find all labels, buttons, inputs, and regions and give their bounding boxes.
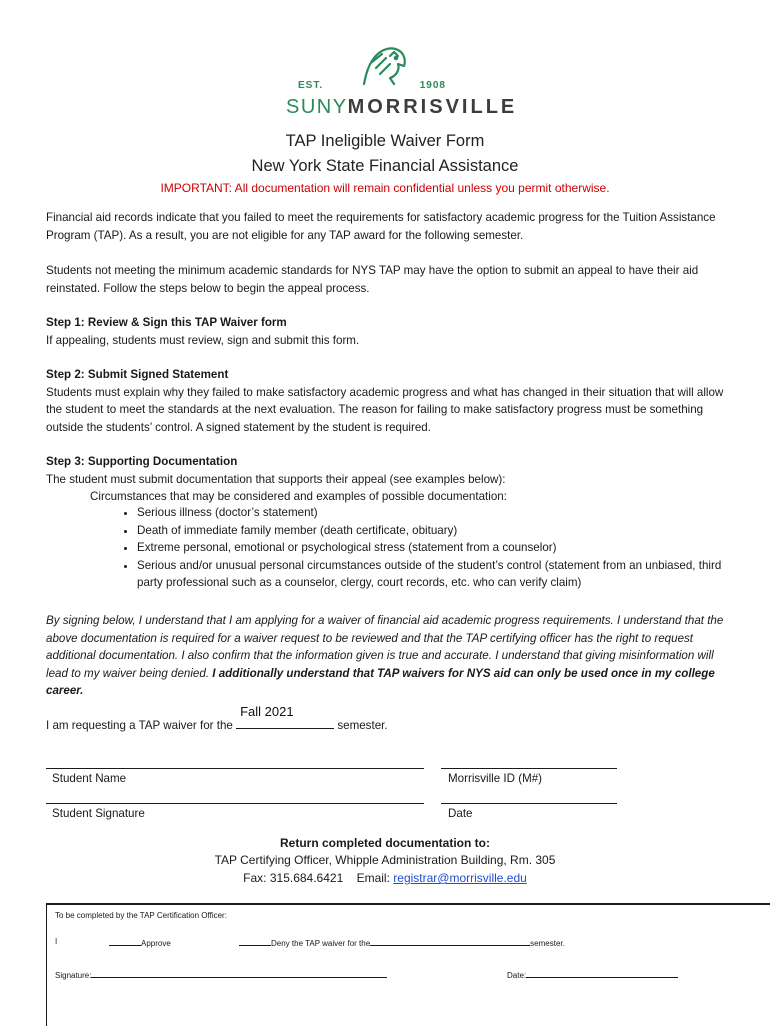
officer-date-line[interactable] [526, 969, 678, 978]
student-signature-line[interactable] [46, 803, 424, 804]
logo-morrisville-text: MORRISVILLE [347, 96, 518, 118]
logo-suny-text: SUNY [286, 96, 348, 118]
list-item: • Serious and/or unusual personal circumstances outside of the student’s control (statement from an unbiased, third party professional such as a counselor, clergy, court records, etc. who can verify claim) [137, 557, 747, 592]
return-heading: Return completed documentation to: [280, 836, 490, 850]
return-contact [0, 871, 770, 885]
logo-est-text: EST. [298, 80, 324, 91]
officer-date-label: Date: [507, 971, 527, 980]
list-item: • Serious illness (doctor’s statement) [137, 504, 747, 522]
return-address: TAP Certifying Officer, Whipple Administration Building, Rm. 305 [214, 853, 556, 867]
step-2-text: Students must explain why they failed to make satisfactory academic progress and what has changed in their situation that will allow the student to meet the standards at the next evaluation. The reason for failing to make satisfactory progress must be something outside the students’ control. A signed statement by the student is required. [46, 385, 724, 434]
deny-label: Deny the TAP waiver for the [271, 939, 371, 948]
step-2-heading: Step 2: Submit Signed Statement [46, 368, 229, 381]
officer-signature-label: Signature: [55, 971, 92, 980]
student-signature-label: Student Signature [52, 807, 145, 820]
deny-semester-blank[interactable] [370, 937, 530, 946]
deny-blank[interactable] [239, 937, 271, 946]
student-name-line[interactable] [46, 768, 424, 769]
agreement-bold-text: I additionally understand that TAP waivers for NYS aid can only be used once in my college career. [46, 666, 715, 697]
step-1-section [46, 314, 726, 349]
step-3-heading: Step 3: Supporting Documentation [46, 455, 238, 468]
email-link[interactable]: registrar@morrisville.edu [393, 871, 527, 885]
semester-field[interactable] [236, 704, 334, 729]
date-line[interactable] [441, 803, 617, 804]
request-text-after: semester. [334, 719, 388, 732]
agreement-statement [46, 612, 726, 700]
step-3-text: The student must submit documentation that supports their appeal (see examples below): [46, 472, 506, 486]
step-2-section [46, 366, 726, 436]
circumstances-list [104, 504, 747, 592]
intro-paragraph-1: Financial aid records indicate that you failed to meet the requirements for satisfactory academic progress for the Tuition Assistance Program (TAP). As a result, you are not eligible for any TAP award for the following semester. [46, 211, 716, 242]
officer-date [507, 969, 678, 980]
officer-signature [55, 969, 387, 980]
semester-label: semester. [530, 939, 565, 948]
date-label: Date [448, 807, 473, 820]
form-subtitle: New York State Financial Assistance [251, 157, 519, 175]
suny-morrisville-logo [286, 44, 518, 120]
step-1-text: If appealing, students must review, sign and submit this form. [46, 333, 360, 347]
confidentiality-notice: IMPORTANT: All documentation will remain confidential unless you permit otherwise. [160, 181, 610, 195]
morrisville-id-label: Morrisville ID (M#) [448, 772, 543, 785]
approve-label: Approve [141, 939, 171, 948]
step-3-section [46, 453, 726, 488]
step-1-heading: Step 1: Review & Sign this TAP Waiver form [46, 316, 287, 329]
logo-wordmark [286, 96, 517, 119]
semester-request [46, 704, 388, 732]
logo-year-text: 1908 [419, 80, 446, 91]
officer-signature-line[interactable] [91, 969, 387, 978]
officer-section [46, 903, 770, 1026]
list-item: • Death of immediate family member (death certificate, obituary) [137, 522, 747, 540]
approve-blank[interactable] [109, 937, 141, 946]
deny-option[interactable] [239, 937, 565, 948]
morrisville-id-line[interactable] [441, 768, 617, 769]
email-label: Email: [356, 871, 394, 885]
fax-number: Fax: 315.684.6421 [243, 871, 344, 885]
officer-i-label: I [55, 937, 58, 946]
officer-heading: To be completed by the TAP Certification Officer: [55, 911, 227, 920]
circumstances-intro: Circumstances that may be considered and examples of possible documentation: [90, 490, 507, 503]
agreement-text: By signing below, I understand that I am applying for a waiver of financial aid academic progress requirements. I understand that the above documentation is required for a waiver request to be reviewed and that the TAP certifying officer has the right to request additional documentation. I also confirm that the information given is true and accurate. I understand that giving misinformation will lead to my waiver being denied. [46, 614, 724, 680]
form-title: TAP Ineligible Waiver Form [285, 132, 485, 150]
approve-option[interactable] [109, 937, 171, 948]
list-item: • Extreme personal, emotional or psychological stress (statement from a counselor) [137, 539, 747, 557]
request-text-before: I am requesting a TAP waiver for the [46, 719, 237, 732]
semester-value: Fall 2021 [240, 704, 294, 719]
student-name-label: Student Name [52, 772, 127, 785]
intro-paragraph-2: Students not meeting the minimum academic standards for NYS TAP may have the option to submit an appeal to have their aid reinstated. Follow the steps below to begin the appeal process. [46, 264, 699, 295]
